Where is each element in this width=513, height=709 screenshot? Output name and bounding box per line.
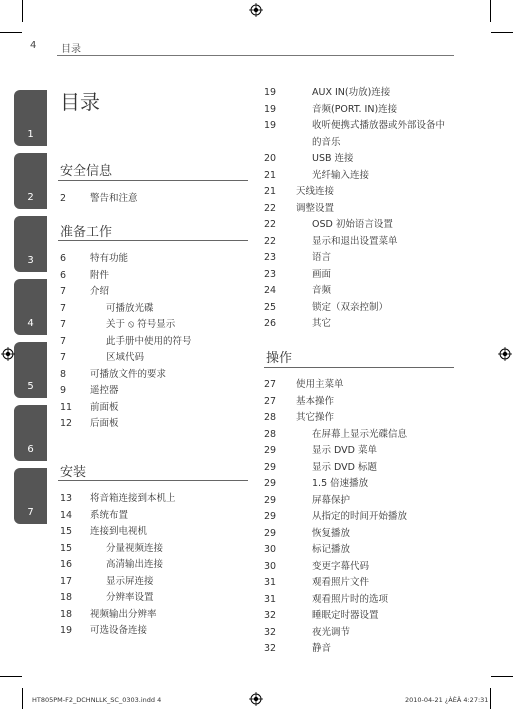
crop-mark (490, 0, 491, 22)
toc-page-number: 22 (264, 202, 277, 214)
tab-label: 3 (27, 255, 34, 266)
toc-entry-text: 显示屏连接 (106, 575, 154, 587)
toc-page-number: 24 (264, 285, 277, 296)
toc-entry-text: 音频 (312, 285, 332, 296)
toc-entry-text: 显示和退出设置菜单 (312, 235, 398, 247)
section-rule (264, 367, 454, 368)
section-rule (58, 480, 248, 481)
toc-entry-text: 天线连接 (296, 186, 335, 197)
toc-page-number: 19 (60, 625, 73, 636)
toc-entry-text: 静音 (312, 643, 332, 654)
toc-entry-text: 遥控器 (90, 385, 119, 396)
toc-entry-text: 基本操作 (296, 395, 335, 407)
header-title: 目录 (61, 44, 81, 55)
chapter-tab-3[interactable] (14, 216, 47, 272)
toc-page-number: 29 (264, 461, 277, 473)
toc-entry-text: 收听便携式播放器或外部设备中 (312, 120, 446, 131)
toc-page-number: 8 (60, 368, 67, 380)
toc-entry-text: 前面板 (90, 401, 119, 413)
chapter-tab-1[interactable] (14, 90, 47, 146)
toc-entry-text: 在屏幕上显示光碟信息 (312, 428, 408, 440)
toc-page-number: 29 (264, 511, 277, 522)
toc-page-number: 7 (60, 286, 67, 297)
toc-entry-text: 其它操作 (296, 412, 335, 423)
footer-filename: HT805PM-F2_DCHNLLK_SC_0303.indd 4 (32, 696, 162, 704)
toc-page-number: 2 (60, 193, 67, 204)
toc-entry-text: 使用主菜单 (296, 379, 344, 390)
tab-label: 1 (27, 129, 34, 140)
toc-entry-text: 变更字幕代码 (312, 560, 370, 572)
section-rule (58, 180, 248, 181)
crop-mark (22, 0, 23, 22)
toc-page-number: 16 (60, 559, 73, 570)
registration-mark-icon (498, 347, 512, 361)
chapter-tab-6[interactable] (14, 405, 47, 461)
toc-page-number: 31 (264, 593, 277, 605)
crop-mark (491, 676, 513, 677)
toc-page-number: 22 (264, 235, 277, 247)
toc-entry-text: 分量视频连接 (106, 542, 164, 554)
toc-entry-text: 特有功能 (90, 253, 129, 264)
toc-page-number: 19 (264, 120, 277, 131)
toc-entry-text: 调整设置 (296, 202, 335, 214)
toc-page-number: 29 (264, 478, 277, 489)
crop-mark (491, 32, 513, 33)
toc-entry-text: 系统布置 (90, 509, 129, 521)
toc-entry-text: 高清输出连接 (106, 559, 164, 570)
toc-page-number: 14 (60, 509, 73, 521)
toc-page-number: 13 (60, 493, 73, 504)
tab-label: 7 (27, 507, 34, 518)
registration-mark-icon (1, 347, 15, 361)
toc-entry-text: 光纤输入连接 (312, 169, 370, 181)
section-title-install: 安装 (60, 465, 87, 480)
toc-page-number: 30 (264, 544, 277, 555)
toc-page-number: 27 (264, 395, 277, 407)
toc-page-number: 19 (264, 103, 277, 115)
toc-page-number: 15 (60, 542, 73, 554)
toc-entry-text: OSD 初始语言设置 (312, 219, 393, 230)
toc-entry-text: 连接到电视机 (90, 526, 148, 537)
toc-page-number: 29 (264, 494, 277, 506)
toc-page-number: 15 (60, 526, 73, 537)
toc-page-number: 31 (264, 577, 277, 588)
toc-entry-text: 关于 ⦸ 符号显示 (106, 319, 176, 330)
section-rule (58, 240, 248, 241)
toc-page-number: 6 (60, 269, 67, 281)
toc-page-number: 23 (264, 252, 277, 263)
toc-entry-text: 此手册中使用的符号 (106, 335, 192, 347)
toc-page-number: 25 (264, 301, 277, 313)
chapter-tab-5[interactable] (14, 342, 47, 398)
toc-page-number: 18 (60, 592, 73, 603)
section-title-prep: 准备工作 (60, 225, 113, 240)
toc-entry-text: 视频输出分辨率 (90, 608, 157, 620)
crop-mark (0, 676, 22, 677)
toc-entry-text: 夜光调节 (312, 626, 351, 638)
toc-entry-text: 画面 (312, 268, 332, 280)
toc-page-number: 6 (60, 253, 67, 264)
tab-label: 6 (27, 444, 34, 455)
toc-page-number: 30 (264, 560, 277, 572)
toc-entry-text: 显示 DVD 标题 (312, 461, 378, 473)
toc-entry-text: 观看照片文件 (312, 577, 370, 588)
page-number: 4 (30, 40, 37, 51)
toc-entry-text: 区域代码 (106, 352, 145, 363)
toc-entry-text: 恢复播放 (312, 527, 351, 539)
toc-page-number: 28 (264, 428, 277, 440)
toc-page-number: 9 (60, 385, 67, 396)
registration-mark-icon (249, 3, 263, 17)
toc-entry-text: 观看照片时的选项 (312, 593, 389, 605)
toc-entry-text: 从指定的时间开始播放 (312, 511, 408, 522)
toc-page-number: 29 (264, 527, 277, 539)
header-rule (57, 55, 454, 56)
toc-entry-text: 后面板 (90, 418, 119, 429)
toc-page-number: 7 (60, 352, 67, 363)
tab-label: 4 (27, 318, 34, 329)
toc-page-number: 32 (264, 626, 277, 638)
tab-label: 2 (27, 192, 34, 203)
crop-mark (490, 688, 491, 709)
toc-entry-text: 标记播放 (312, 544, 351, 555)
toc-entry-text: 语言 (312, 252, 332, 263)
toc-page-number: 26 (264, 318, 277, 329)
crop-mark (0, 32, 22, 33)
chapter-tab-2[interactable] (14, 153, 47, 209)
toc-entry-text: 其它 (312, 318, 332, 329)
toc-entry-text: 分辨率设置 (106, 592, 154, 603)
section-title-operation: 操作 (266, 351, 293, 366)
toc-page-number: 27 (264, 379, 277, 390)
toc-page-number: 17 (60, 575, 73, 587)
toc-page-number: 7 (60, 335, 67, 347)
footer-timestamp: 2010-04-21 ¿ÀÈÄ 4:27:31 (405, 696, 489, 704)
toc-entry-text: 显示 DVD 菜单 (312, 445, 378, 456)
toc-entry-text: 的音乐 (312, 136, 341, 148)
toc-page-number: 7 (60, 319, 67, 330)
toc-entry-text: 介绍 (90, 286, 110, 297)
toc-entry-text: 音频(PORT. IN)连接 (312, 103, 398, 115)
toc-entry-text: USB 连接 (312, 153, 354, 164)
toc-entry-text: 可选设备连接 (90, 625, 148, 636)
toc-page-number: 28 (264, 412, 277, 423)
toc-entry-text: 1.5 倍速播放 (312, 478, 369, 489)
toc-page-number: 18 (60, 608, 73, 620)
section-title-safety: 安全信息 (60, 164, 113, 179)
toc-page-number: 19 (264, 87, 277, 98)
toc-entry-text: 可播放文件的要求 (90, 368, 167, 380)
toc-page-number: 21 (264, 169, 277, 181)
toc-entry-text: 睡眠定时器设置 (312, 610, 379, 621)
toc-page-number: 23 (264, 268, 277, 280)
toc-page-number: 22 (264, 219, 277, 230)
toc-entry-text: 附件 (90, 269, 110, 281)
toc-page-number: 29 (264, 445, 277, 456)
toc-page-number: 7 (60, 302, 67, 314)
toc-page-number: 20 (264, 153, 277, 164)
toc-main-title: 目录 (60, 90, 100, 114)
toc-page-number: 12 (60, 418, 73, 429)
tab-label: 5 (27, 381, 34, 392)
toc-entry-text: 将音箱连接到本机上 (90, 493, 176, 504)
toc-entry-text: 可播放光碟 (106, 302, 154, 314)
chapter-tab-4[interactable] (14, 279, 47, 335)
toc-entry-text: 警告和注意 (90, 193, 138, 204)
toc-entry-text: 屏幕保护 (312, 494, 351, 506)
toc-entry-text: AUX IN(功放)连接 (312, 87, 391, 98)
toc-page-number: 11 (60, 401, 73, 413)
toc-page-number: 32 (264, 610, 277, 621)
chapter-tab-7[interactable] (14, 468, 47, 524)
toc-page-number: 32 (264, 643, 277, 654)
registration-mark-icon (249, 692, 263, 706)
toc-entry-text: 锁定（双亲控制） (312, 301, 389, 313)
crop-mark (22, 688, 23, 709)
toc-page-number: 21 (264, 186, 277, 197)
